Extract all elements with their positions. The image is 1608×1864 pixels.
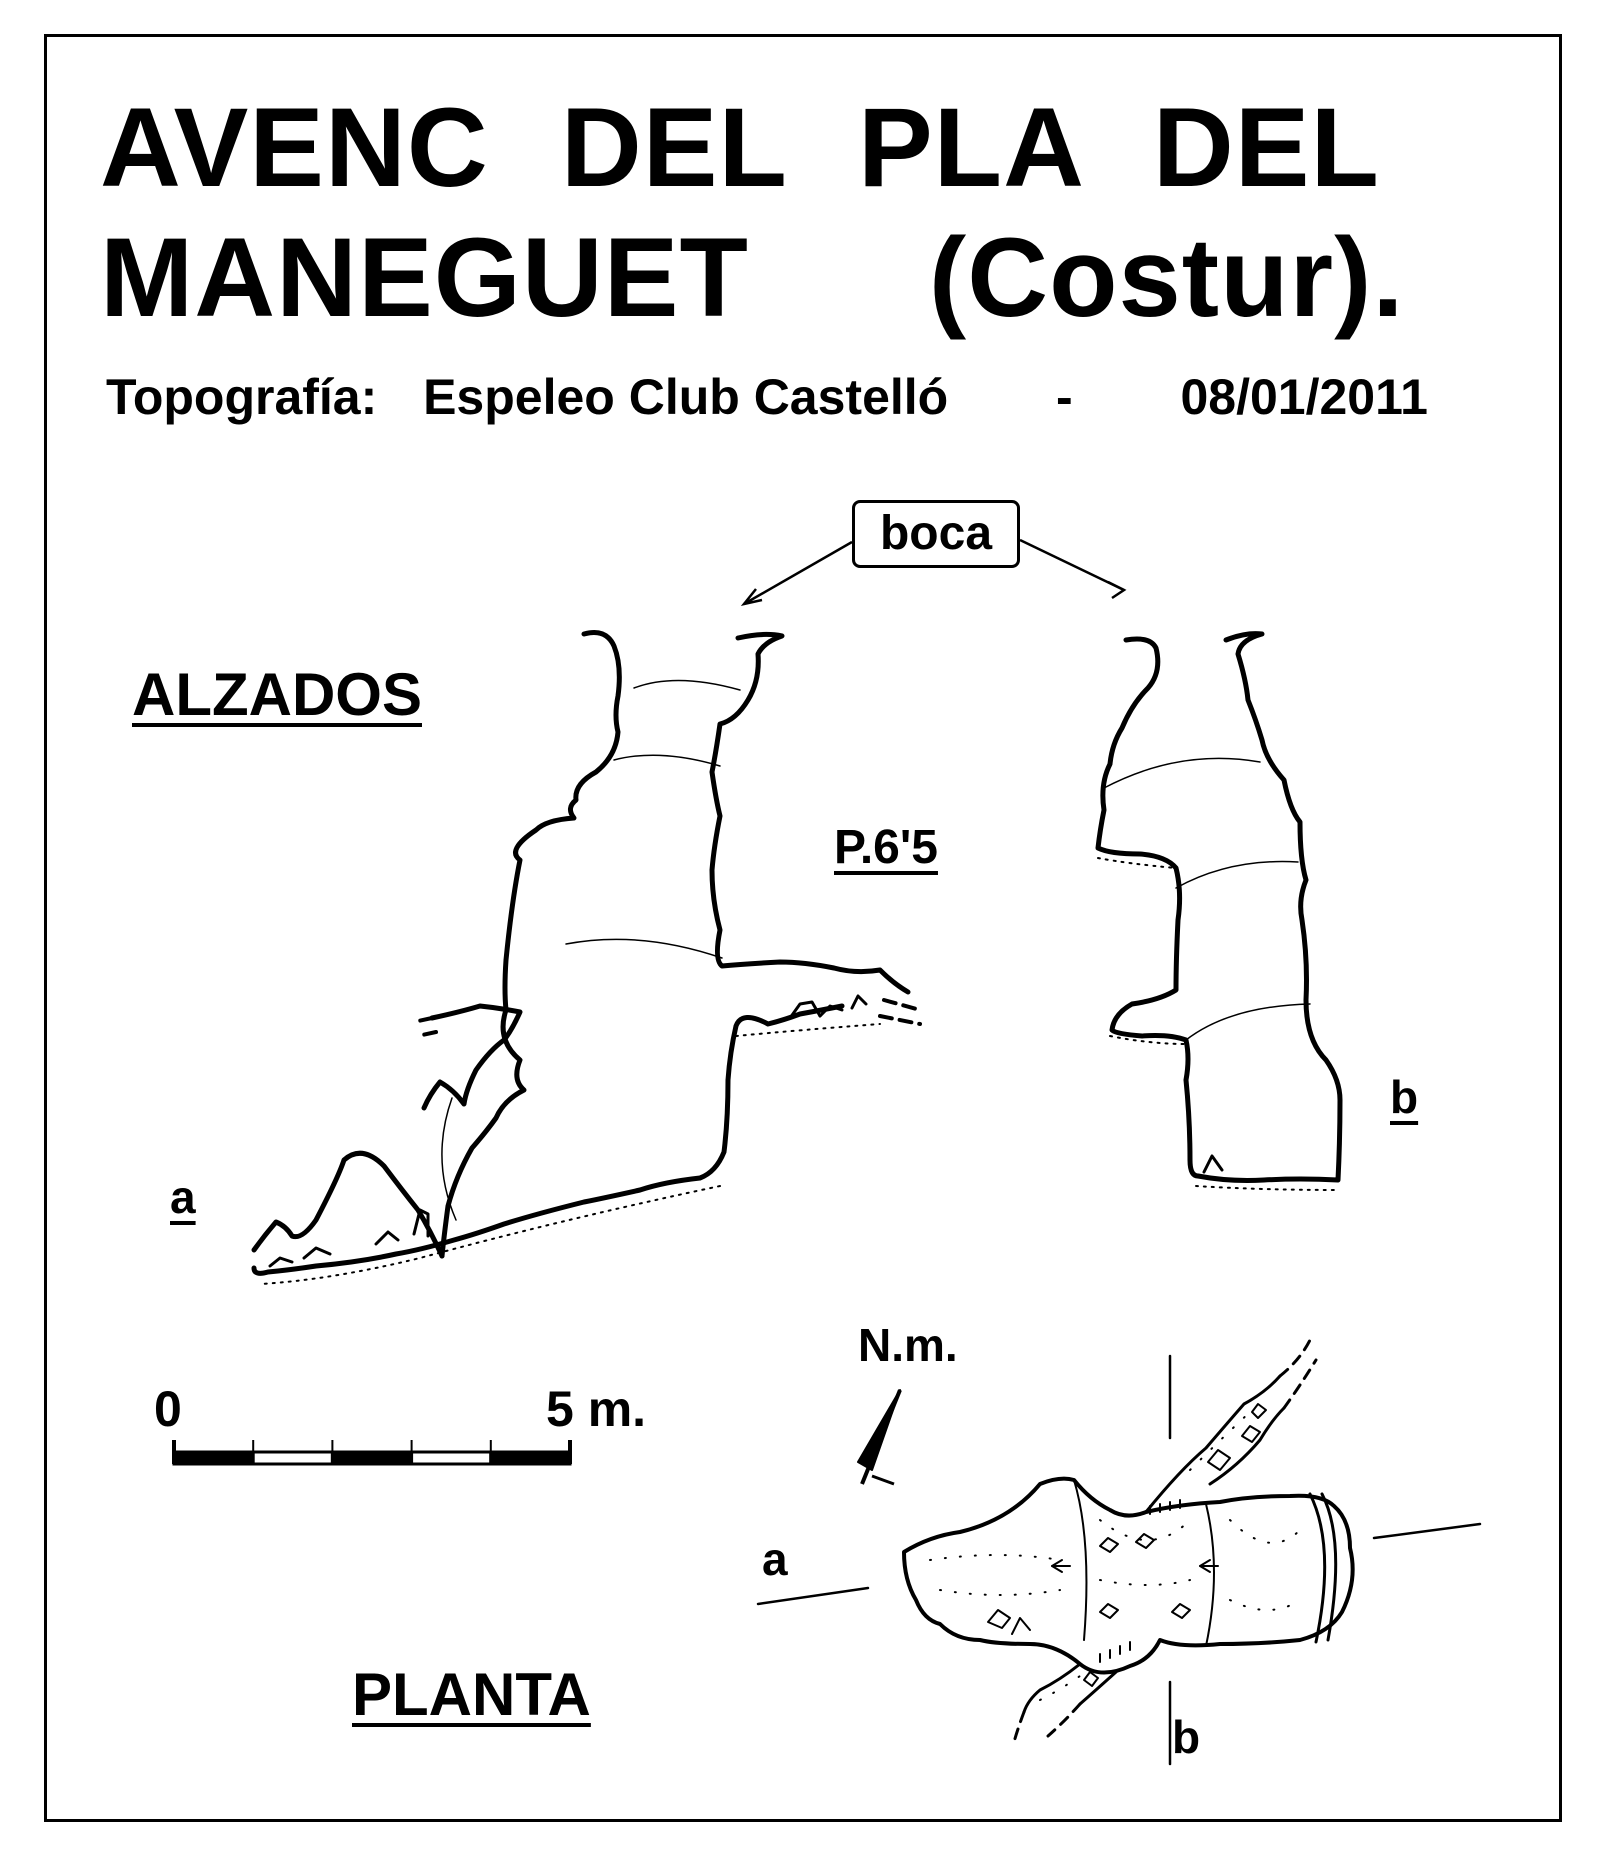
scale-bar-segment	[174, 1452, 253, 1464]
plan-section-b-label: b	[1172, 1711, 1201, 1763]
elevation-profile-a	[254, 633, 920, 1285]
north-arrow-icon	[858, 1390, 900, 1484]
scale-bar-segment	[253, 1452, 332, 1464]
scale-end-label: 5 m.	[546, 1381, 647, 1437]
survey-author: Espeleo Club Castelló	[423, 369, 949, 425]
elevation-heading: ALZADOS	[132, 661, 422, 728]
cave-location: (Costur).	[928, 215, 1405, 340]
survey-label: Topografía:	[106, 369, 378, 425]
elevation-section-a-label: a	[170, 1171, 196, 1223]
elevation-profile-b	[1098, 634, 1340, 1190]
cave-name: MANEGUET	[100, 215, 749, 340]
survey-date: 08/01/2011	[1180, 369, 1428, 425]
elevation-section-b-label: b	[1390, 1071, 1419, 1123]
survey-separator: -	[1056, 369, 1073, 425]
scale-bar-segment	[491, 1452, 570, 1464]
scale-start-label: 0	[154, 1381, 182, 1437]
title-line-1: AVENC DEL PLA DEL	[100, 85, 1380, 210]
scale-bar-segment	[332, 1452, 411, 1464]
north-label: N.m.	[858, 1319, 958, 1371]
plan-view	[758, 1340, 1480, 1764]
entrance-label: boca	[879, 507, 993, 560]
scale-bar	[174, 1440, 570, 1464]
plan-heading: PLANTA	[352, 1661, 591, 1728]
entrance-leader-lines	[744, 540, 1124, 604]
plan-section-a-label: a	[762, 1533, 788, 1585]
pitch-label: P.6'5	[834, 821, 938, 874]
scale-bar-segment	[412, 1452, 491, 1464]
